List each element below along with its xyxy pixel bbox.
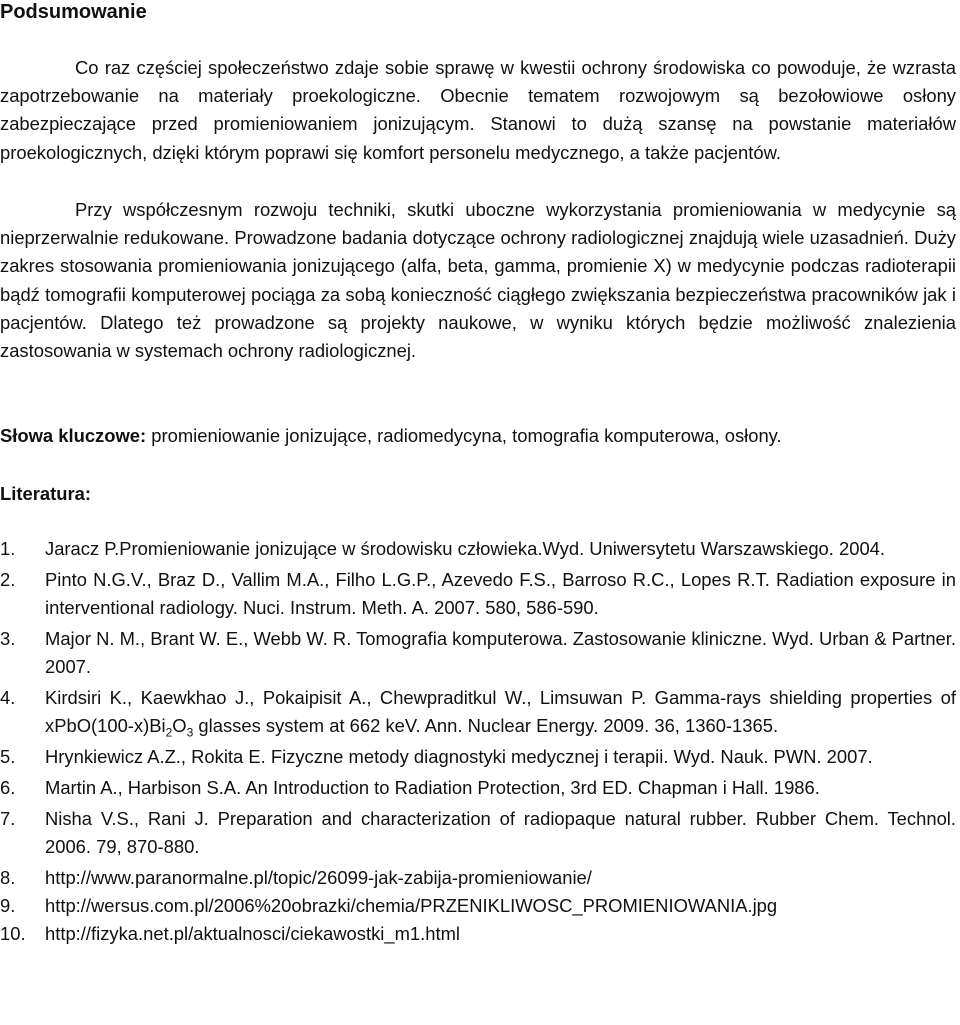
reference-number: 10. [0, 923, 26, 944]
reference-number: 8. [0, 867, 16, 888]
reference-text: Nisha V.S., Rani J. Preparation and characterization of radiopaque natural rubber. Rubber Chem. Technol. 2006. 79, 870-880. [45, 808, 956, 857]
reference-link[interactable]: http://www.paranormalne.pl/topic/26099-jak-zabija-promieniowanie/ [45, 867, 592, 888]
keywords-line [0, 422, 956, 450]
reference-item [0, 920, 956, 948]
reference-text: Martin A., Harbison S.A. An Introduction to Radiation Protection, 3rd ED. Chapman i Hall. 1986. [45, 777, 820, 798]
section-title: Podsumowanie [0, 1, 147, 23]
reference-item [0, 864, 956, 892]
reference-number: 9. [0, 895, 16, 916]
reference-number: 6. [0, 777, 16, 798]
summary-paragraph-1: Co raz częściej społeczeństwo zdaje sobie sprawę w kwestii ochrony środowiska co powoduje, że wzrasta zapotrzebowanie na materiały proekologiczne. Obecnie tematem rozwojowym są bezołowiowe osłony zabezpieczające przed promieniowaniem jonizującym. Stanowi to dużą szansę na powstanie materiałów proekologicznych, dzięki którym poprawi się komfort personelu medycznego, a także pacjentów. [0, 57, 956, 163]
reference-item [0, 743, 956, 771]
reference-number: 4. [0, 687, 16, 708]
reference-link[interactable]: http://fizyka.net.pl/aktualnosci/ciekawostki_m1.html [45, 923, 460, 944]
keywords-text: promieniowanie jonizujące, radiomedycyna, tomografia komputerowa, osłony. [146, 425, 782, 446]
reference-item [0, 684, 956, 740]
reference-text: Jaracz P.Promieniowanie jonizujące w środowisku człowieka.Wyd. Uniwersytetu Warszawskiego. 2004. [45, 538, 886, 559]
reference-text: Major N. M., Brant W. E., Webb W. R. Tomografia komputerowa. Zastosowanie kliniczne. Wyd. Urban & Partner. 2007. [45, 628, 956, 677]
reference-text: Pinto N.G.V., Braz D., Vallim M.A., Filho L.G.P., Azevedo F.S., Barroso R.C., Lopes R.T. Radiation exposure in interventional radiology. Nuci. Instrum. Meth. A. 2007. 580, 586-590. [45, 569, 956, 618]
reference-item [0, 805, 956, 861]
reference-number: 3. [0, 628, 16, 649]
reference-item [0, 535, 956, 563]
reference-list [0, 535, 960, 948]
reference-item [0, 625, 956, 681]
keywords-label: Słowa kluczowe: [0, 425, 147, 446]
literature-title: Literatura: [0, 483, 91, 504]
summary-paragraph-2: Przy współczesnym rozwoju techniki, skutki uboczne wykorzystania promieniowania w medycynie są nieprzerwalnie redukowane. Prowadzone badania dotyczące ochrony radiologicznej znajdują wiele uzasadnień. Duży zakres stosowania promieniowania jonizującego (alfa, beta, gamma, promienie X) w medycynie podczas radioterapii bądź tomografii komputerowej pociąga za sobą konieczność ciągłego zwiększania bezpieczeństwa pracowników jak i pacjentów. Dlatego też prowadzone są projekty naukowe, w wyniku których będzie możliwość znalezienia zastosowania w systemach ochrony radiologicznej. [0, 199, 956, 362]
reference-number: 2. [0, 569, 16, 590]
reference-text: Kirdsiri K., Kaewkhao J., Pokaipisit A., Chewpraditkul W., Limsuwan P. Gamma-rays shielding properties of $xPbO(100-x)Bi_2O_3$ glasses system at 662 keV. Ann. Nuclear Energy. 2009. 36, 1360-1365. [45, 687, 956, 740]
reference-item [0, 566, 956, 622]
reference-number: 1. [0, 538, 16, 559]
reference-link[interactable]: http://wersus.com.pl/2006%20obrazki/chemia/PRZENIKLIWOSC_PROMIENIOWANIA.jpg [45, 895, 778, 916]
reference-item [0, 774, 956, 802]
reference-number: 7. [0, 808, 16, 829]
reference-text: Hrynkiewicz A.Z., Rokita E. Fizyczne metody diagnostyki medycznej i terapii. Wyd. Nauk. PWN. 2007. [45, 746, 873, 767]
reference-item [0, 892, 956, 920]
reference-number: 5. [0, 746, 16, 767]
